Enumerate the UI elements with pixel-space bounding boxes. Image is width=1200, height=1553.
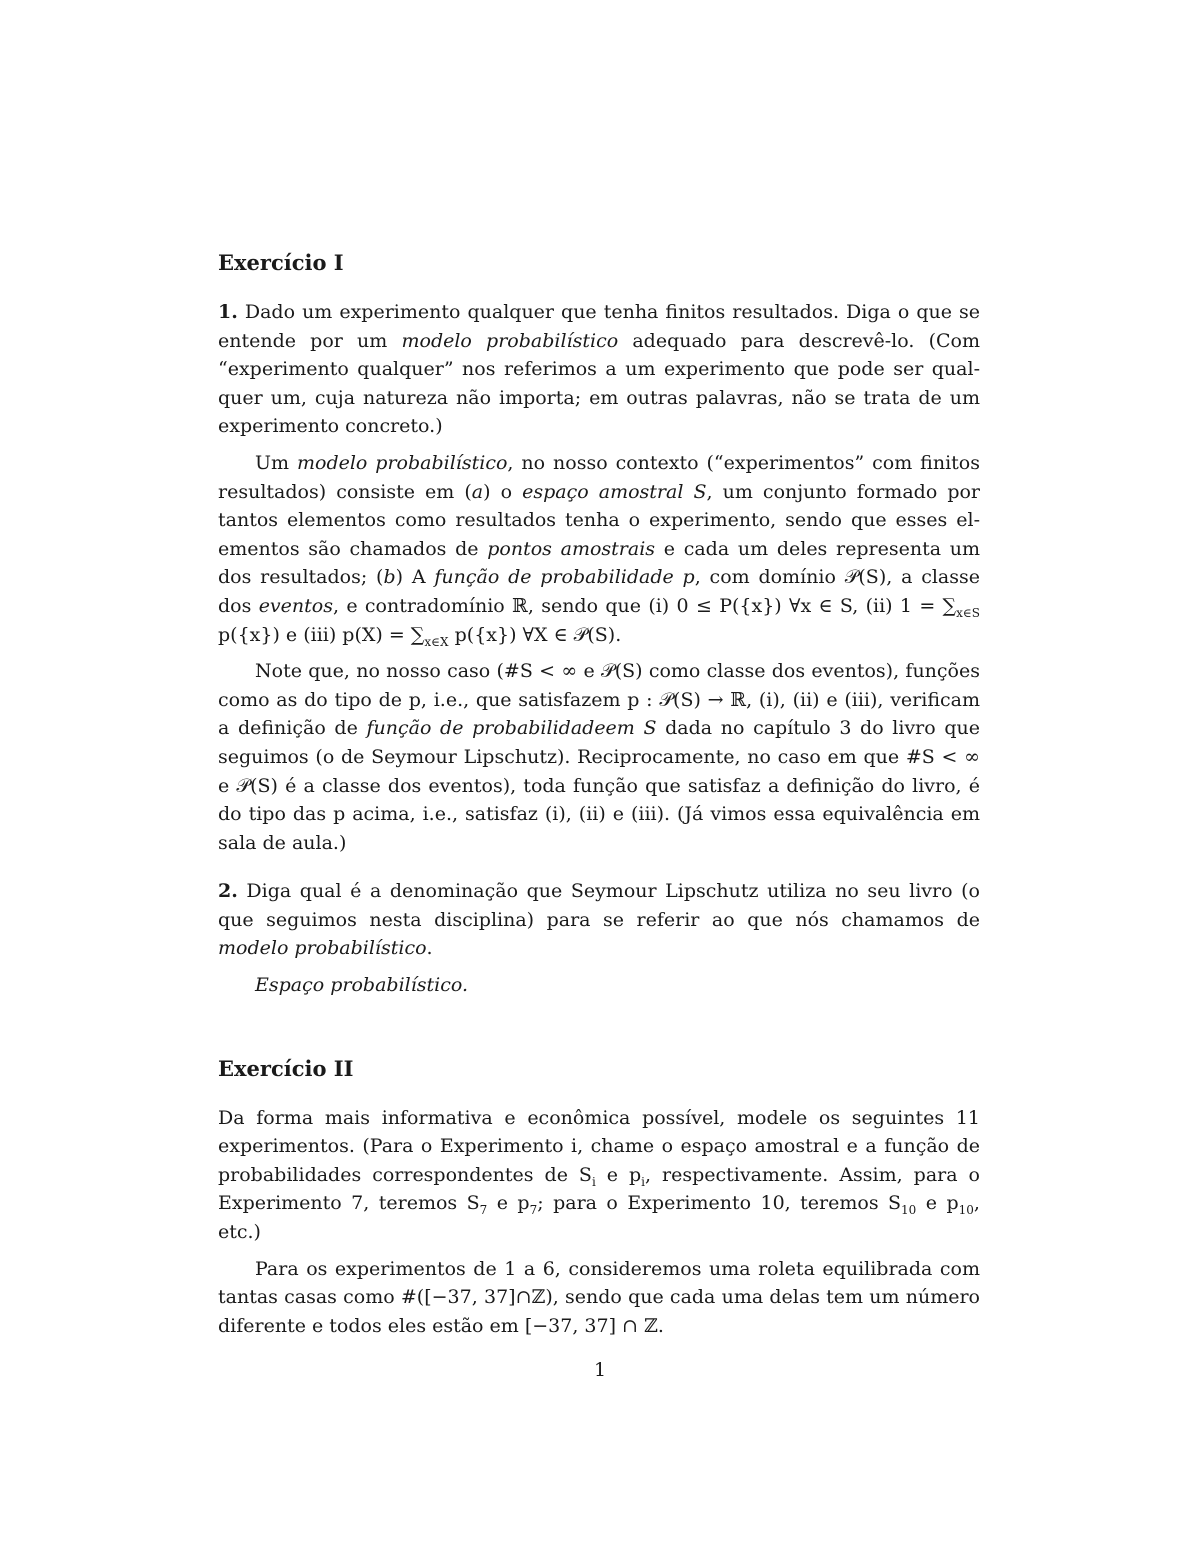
question-2-number: 2. <box>218 880 238 903</box>
exercise-2-intro: Da forma mais informativa e econômica possível, modele os seguintes 11 experimentos. (Para o Experimento i, chame o espaço amostral e a função de probabilidades correspondentes de $S_i$ e $p_i$, respectivamente. Assim, para o Experimento 7, teremos $S_7$ e $p_7$; para o Experimento 10, teremos $S_{10}$ e $p_{10}$, etc.) <box>218 1106 980 1244</box>
answer-1-paragraph-2: Note que, no nosso caso (#S < ∞ e 𝒫(S) como classe dos eventos), funções como as do tipo de p, i.e., que satisfazem p : 𝒫(S) → ℝ, (i), (ii) e (iii), verificam a definição de função de probabilidadeem S dada no capítulo 3 do livro que seguimos (o de Seymour Lipschutz). Reciprocamente, no caso em que #S < ∞ e 𝒫(S) é a classe dos eventos), toda função que satisfaz a definição do livro, é do tipo das p acima, i.e., satisfaz (i), (ii) e (iii). (Já vimos essa equivalência em sala de aula.) <box>218 660 980 854</box>
page-content <box>218 248 980 1340</box>
question-1-number: 1. <box>218 301 238 323</box>
exercise-1-heading: Exercício I <box>218 250 344 275</box>
question-2: 2. Diga qual é a denominação que Seymour Lipschutz utiliza no seu livro (o que seguimos nesta disciplina) para se referir ao que nós chamamos de modelo probabilístico. <box>218 880 980 960</box>
question-1: 1. Dado um experimento qualquer que tenha finitos resultados. Diga o que se entende por um modelo probabilístico adequado para descrevê-lo. (Com “experimento qualquer” nos referimos a um experimento que pode ser qualquer um, cuja natureza não importa; em outras palavras, não se trata de um experimento concreto.) <box>218 301 980 438</box>
exercise-2-roulette-paragraph: Para os experimentos de 1 a 6, consideremos uma roleta equilibrada com tantas casas como #([−37, 37]∩ℤ), sendo que cada uma delas tem um número diferente e todos eles estão em [−37, 37] ∩ ℤ. <box>218 1257 980 1337</box>
answer-1-paragraph-1: Um modelo probabilístico, no nosso contexto (“experimentos” com finitos resultados) consiste em (a) o espaço amostral S, um conjunto formado por tantos elementos como resultados tenha o experimento, sendo que esses elementos são chamados de pontos amostrais e cada um deles representa um dos resultados; (b) A função de probabilidade p, com domínio 𝒫(S), a classe dos eventos, e contradomínio ℝ, sendo que (i) 0 ≤ P({x}) ∀x ∈ S, (ii) $1 = \sum_{x\in S}$ p({x}) e (iii) $p(X) = \sum_{x\in X}$ p({x}) ∀X ∈ 𝒫(S). <box>218 451 981 649</box>
page-number: 1 <box>593 1359 607 1381</box>
exercise-2-heading: Exercício II <box>218 1055 354 1081</box>
answer-2: Espaço probabilístico. <box>255 974 469 997</box>
